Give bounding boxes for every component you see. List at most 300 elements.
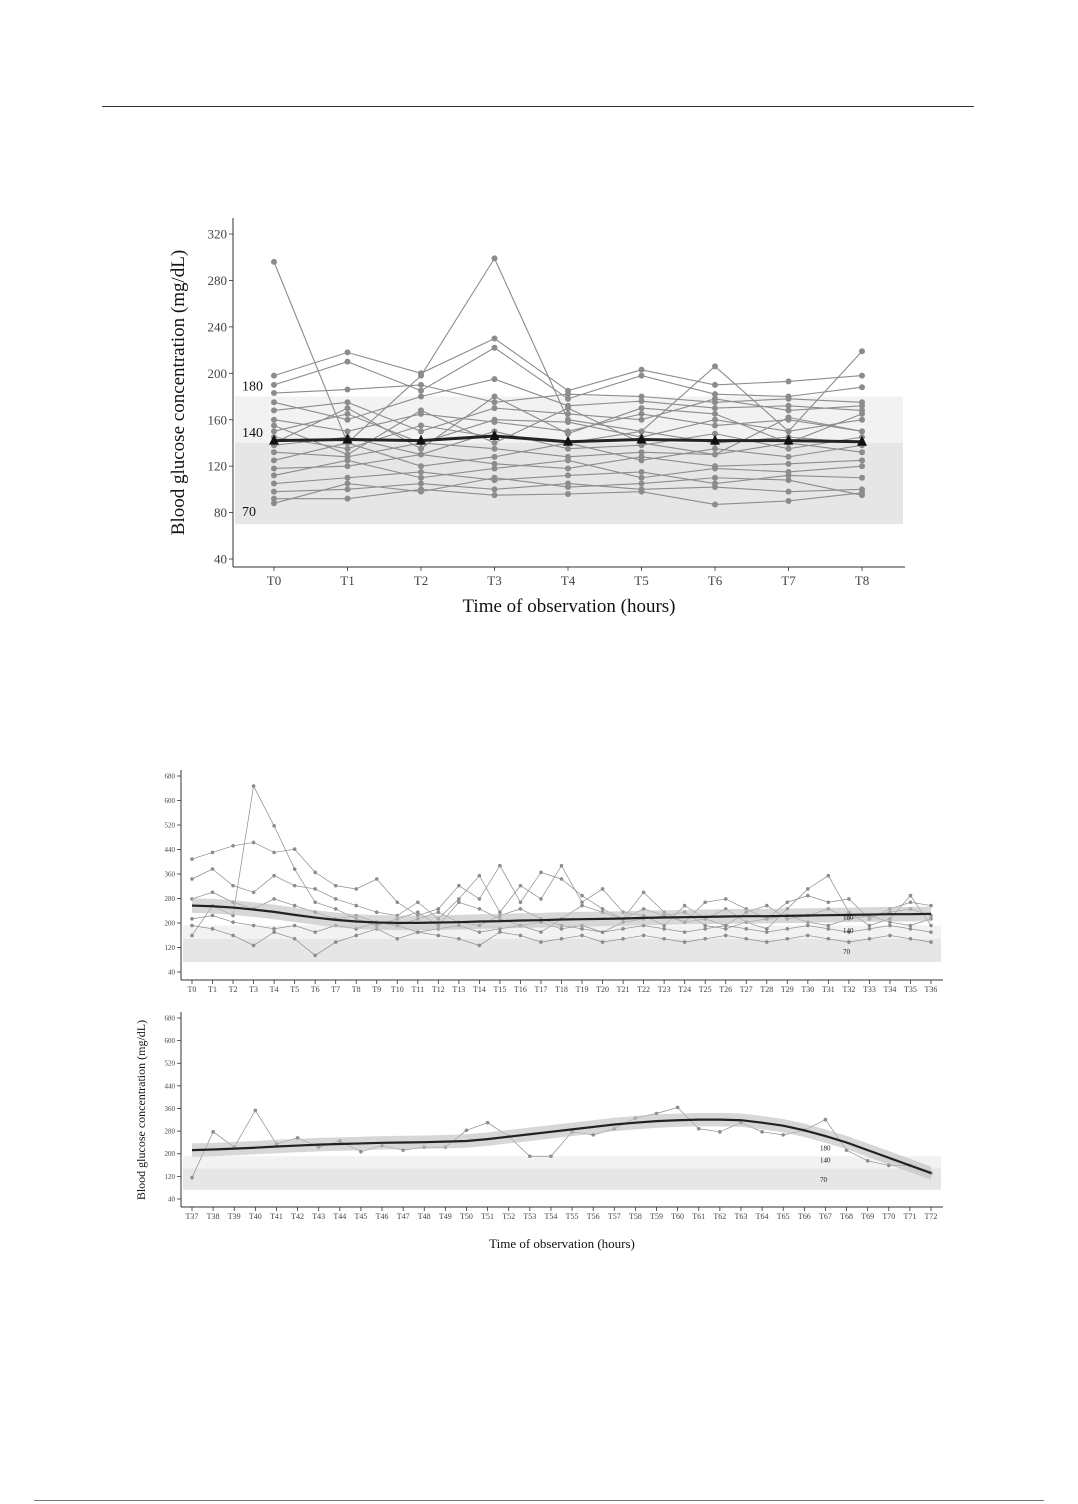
series-2-point <box>190 857 194 861</box>
series-6-point <box>560 937 564 941</box>
x-tick-label: T68 <box>840 1212 853 1221</box>
x-tick-label: T22 <box>637 985 651 994</box>
series-18-point <box>786 477 792 483</box>
series-4-point <box>827 924 831 928</box>
x-tick-label: T60 <box>671 1212 685 1221</box>
series-3-point <box>252 890 256 894</box>
reference-label-180: 180 <box>242 379 263 395</box>
x-tick-label: T54 <box>544 1212 558 1221</box>
series-9-point <box>418 423 424 429</box>
series-3-point <box>806 887 810 891</box>
series-11-point <box>859 449 865 455</box>
chart-3 <box>134 1012 943 1251</box>
x-tick-label: T50 <box>460 1212 473 1221</box>
x-tick-label: T30 <box>801 985 815 994</box>
series-18-point <box>565 484 571 490</box>
series-1-point <box>866 1159 870 1163</box>
series-2-point <box>847 897 851 901</box>
series-5-point <box>492 376 498 382</box>
series-2-point <box>231 844 235 848</box>
x-tick-label: T56 <box>586 1212 600 1221</box>
series-6-point <box>765 940 769 944</box>
series-3-point <box>929 924 933 928</box>
series-2-point <box>498 864 502 868</box>
x-tick-label: T6 <box>707 573 723 588</box>
series-2-point <box>272 851 276 855</box>
x-axis-title: Time of observation (hours) <box>489 1236 635 1251</box>
series-4-point <box>293 904 297 908</box>
x-tick-label: T34 <box>883 985 897 994</box>
series-19-point <box>418 407 424 413</box>
x-tick-label: T0 <box>266 573 282 588</box>
series-5-point <box>345 417 351 423</box>
series-3-point <box>293 884 297 888</box>
x-tick-label: T35 <box>904 985 917 994</box>
series-3-point <box>498 910 502 914</box>
series-6-point <box>416 930 420 934</box>
series-1-point <box>859 348 865 354</box>
series-5-point <box>662 927 666 931</box>
series-16-point <box>345 486 351 492</box>
x-tick-label: T62 <box>713 1212 727 1221</box>
series-6-point <box>786 937 790 941</box>
reference-label-140: 140 <box>820 1156 831 1165</box>
series-4-point <box>724 927 728 931</box>
x-tick-label: T64 <box>755 1212 769 1221</box>
series-3-point <box>478 874 482 878</box>
series-6-point <box>498 930 502 934</box>
series-2-point <box>601 907 605 911</box>
series-12-point <box>492 454 498 460</box>
y-tick-label: 40 <box>168 1195 175 1204</box>
series-5-point <box>929 930 933 934</box>
series-6-point <box>642 934 646 938</box>
x-tick-label: T42 <box>291 1212 305 1221</box>
series-8-point <box>712 417 718 423</box>
series-2-point <box>724 897 728 901</box>
series-5-point <box>786 927 790 931</box>
series-6-point <box>703 937 707 941</box>
series-6-point <box>313 954 317 958</box>
series-3-point <box>827 874 831 878</box>
y-axis-title: Blood glucose concentration (mg/dL) <box>134 1019 148 1201</box>
y-tick-label: 680 <box>164 1014 175 1023</box>
series-2-point <box>478 897 482 901</box>
series-8-point <box>345 411 351 417</box>
series-6-point <box>231 934 235 938</box>
series-1-point <box>718 1130 722 1134</box>
series-3-point <box>271 382 277 388</box>
series-6-point <box>847 940 851 944</box>
x-tick-label: T25 <box>698 985 712 994</box>
series-6-point <box>621 937 625 941</box>
x-tick-label: T29 <box>780 985 794 994</box>
series-6-point <box>539 940 543 944</box>
series-20-point <box>712 411 718 417</box>
series-5-point <box>418 394 424 400</box>
series-3-point <box>765 927 769 931</box>
y-tick-label: 600 <box>164 796 175 805</box>
series-3-point <box>639 373 645 379</box>
x-tick-label: T21 <box>616 985 630 994</box>
series-16-point <box>786 489 792 495</box>
y-tick-label: 280 <box>164 1127 175 1136</box>
series-3-point <box>909 894 913 898</box>
series-6-point <box>929 940 933 944</box>
x-tick-label: T9 <box>372 985 382 994</box>
x-tick-label: T23 <box>657 985 671 994</box>
series-3-point <box>272 874 276 878</box>
series-4-point <box>786 396 792 402</box>
series-1-point <box>539 930 543 934</box>
series-19-point <box>271 423 277 429</box>
series-6-point <box>252 944 256 948</box>
series-4-point <box>272 897 276 901</box>
x-tick-label: T12 <box>431 985 445 994</box>
series-8-point <box>492 417 498 423</box>
series-5-point <box>252 924 256 928</box>
series-1-point <box>781 1133 785 1137</box>
x-tick-label: T61 <box>692 1212 706 1221</box>
series-12-point <box>786 454 792 460</box>
series-3-point <box>683 904 687 908</box>
series-15-point <box>271 481 277 487</box>
series-17-point <box>565 491 571 497</box>
series-5-point <box>827 927 831 931</box>
series-18-point <box>712 475 718 481</box>
x-tick-label: T41 <box>270 1212 283 1221</box>
series-13-point <box>859 457 865 463</box>
series-19-point <box>859 428 865 434</box>
y-tick-label: 280 <box>207 272 227 288</box>
series-6-point <box>418 428 424 434</box>
x-axis-title: Time of observation (hours) <box>462 596 676 617</box>
series-1-point <box>334 907 338 911</box>
series-4-point <box>703 924 707 928</box>
series-6-point <box>601 940 605 944</box>
x-tick-label: T39 <box>227 1212 241 1221</box>
series-14-point <box>418 475 424 481</box>
series-11-point <box>271 449 277 455</box>
x-tick-label: T14 <box>472 985 486 994</box>
series-2-point <box>293 847 297 851</box>
series-18-point <box>639 481 645 487</box>
series-2-point <box>580 894 584 898</box>
series-19-point <box>345 452 351 458</box>
y-tick-label: 120 <box>164 1172 175 1181</box>
series-14-point <box>859 463 865 469</box>
series-4-point <box>437 910 441 914</box>
series-9-point <box>639 428 645 434</box>
series-6-point <box>744 937 748 941</box>
series-2-point <box>437 907 441 911</box>
series-3-point <box>313 887 317 891</box>
series-7-point <box>345 428 351 434</box>
x-tick-label: T28 <box>760 985 774 994</box>
x-tick-label: T52 <box>502 1212 516 1221</box>
y-tick-label: 160 <box>207 412 227 428</box>
series-2-point <box>395 900 399 904</box>
y-tick-label: 320 <box>207 226 227 242</box>
x-tick-label: T59 <box>650 1212 663 1221</box>
series-5-point <box>703 927 707 931</box>
series-6-point <box>272 930 276 934</box>
series-5-point <box>211 914 215 918</box>
series-6-point <box>724 934 728 938</box>
series-18-point <box>859 492 865 498</box>
x-tick-label: T27 <box>739 985 753 994</box>
series-16-point <box>712 484 718 490</box>
series-1-point <box>457 900 461 904</box>
reference-label-140: 140 <box>242 425 263 441</box>
x-tick-label: T67 <box>818 1212 832 1221</box>
series-1-point <box>190 934 194 938</box>
x-tick-label: T19 <box>575 985 589 994</box>
series-5-point <box>271 399 277 405</box>
series-5-point <box>712 405 718 411</box>
series-3-point <box>868 924 872 928</box>
x-tick-label: T16 <box>513 985 527 994</box>
series-5-point <box>806 924 810 928</box>
series-1-point <box>528 1154 532 1158</box>
series-7-point <box>271 417 277 423</box>
reference-label-180: 180 <box>820 1144 831 1153</box>
series-17-point <box>345 496 351 502</box>
series-12-point <box>712 446 718 452</box>
x-tick-label: T53 <box>523 1212 537 1221</box>
series-1-point <box>272 824 276 828</box>
y-tick-label: 280 <box>164 894 175 903</box>
x-tick-label: T3 <box>487 573 502 588</box>
x-tick-label: T11 <box>411 985 425 994</box>
x-tick-label: T6 <box>310 985 320 994</box>
series-3-point <box>560 864 564 868</box>
series-5-point <box>231 920 235 924</box>
series-6-point <box>190 924 194 928</box>
x-tick-label: T2 <box>413 573 429 588</box>
confidence-ribbon <box>192 898 931 930</box>
series-2-point <box>211 851 215 855</box>
x-tick-label: T8 <box>351 985 361 994</box>
x-tick-label: T15 <box>493 985 507 994</box>
series-3-point <box>345 359 351 365</box>
series-4-point <box>211 890 215 894</box>
x-tick-label: T66 <box>797 1212 811 1221</box>
x-tick-label: T47 <box>396 1212 410 1221</box>
series-1-point <box>478 907 482 911</box>
y-axis-title: Blood glucose concentration (mg/dL) <box>168 249 189 536</box>
series-6-point <box>437 934 441 938</box>
series-4-point <box>565 391 571 397</box>
series-2-point <box>418 370 424 376</box>
series-4-point <box>492 399 498 405</box>
x-tick-label: T38 <box>206 1212 220 1221</box>
series-1-point <box>549 1154 553 1158</box>
x-tick-label: T4 <box>560 573 576 588</box>
reference-label-70: 70 <box>843 948 850 957</box>
series-2-point <box>827 900 831 904</box>
series-3-point <box>231 884 235 888</box>
y-tick-label: 40 <box>214 551 227 567</box>
x-tick-label: T45 <box>354 1212 368 1221</box>
x-tick-label: T58 <box>628 1212 642 1221</box>
series-5-point <box>293 924 297 928</box>
series-6-point <box>565 411 571 417</box>
series-1-point <box>824 1118 828 1122</box>
series-2-point <box>313 871 317 875</box>
lower-reference-band <box>183 939 941 962</box>
series-13-point <box>786 461 792 467</box>
series-3-point <box>334 897 338 901</box>
series-2-point <box>806 894 810 898</box>
series-5-point <box>744 927 748 931</box>
series-17-point <box>639 489 645 495</box>
series-18-point <box>492 475 498 481</box>
series-15-point <box>418 469 424 475</box>
series-5-point <box>601 930 605 934</box>
series-1-point <box>252 784 256 788</box>
x-tick-label: T1 <box>340 573 355 588</box>
x-tick-label: T1 <box>208 985 217 994</box>
series-6-point <box>827 937 831 941</box>
series-2-point <box>703 900 707 904</box>
series-9-point <box>345 446 351 452</box>
series-14-point <box>345 457 351 463</box>
series-1-point <box>465 1128 469 1132</box>
series-2-point <box>786 378 792 384</box>
series-1-point <box>712 363 718 369</box>
series-20-point <box>345 405 351 411</box>
series-6-point <box>909 937 913 941</box>
x-tick-label: T31 <box>821 985 835 994</box>
series-5-point <box>909 927 913 931</box>
x-tick-label: T7 <box>331 985 341 994</box>
series-6-point <box>354 934 358 938</box>
series-4-point <box>909 924 913 928</box>
series-3-point <box>580 900 584 904</box>
series-2-point <box>252 841 256 845</box>
series-11-point <box>492 446 498 452</box>
series-8-point <box>859 417 865 423</box>
series-6-point <box>806 934 810 938</box>
series-15-point <box>639 469 645 475</box>
series-6-point <box>345 399 351 405</box>
series-6-point <box>859 403 865 409</box>
series-4-point <box>345 387 351 393</box>
series-10-point <box>786 446 792 452</box>
series-14-point <box>271 472 277 478</box>
x-tick-label: T43 <box>312 1212 326 1221</box>
x-tick-label: T32 <box>842 985 856 994</box>
series-6-point <box>211 927 215 931</box>
series-6-point <box>395 937 399 941</box>
y-tick-label: 360 <box>164 870 175 879</box>
series-20-point <box>859 411 865 417</box>
series-2-point <box>786 900 790 904</box>
x-tick-label: T48 <box>417 1212 431 1221</box>
series-6-point <box>888 934 892 938</box>
y-tick-label: 440 <box>164 1082 175 1091</box>
series-8-point <box>271 428 277 434</box>
x-tick-label: T69 <box>861 1212 875 1221</box>
series-2-point <box>539 871 543 875</box>
series-1-point <box>271 259 277 265</box>
series-2-point <box>354 887 358 891</box>
series-7-point <box>639 411 645 417</box>
series-13-point <box>271 465 277 471</box>
y-tick-label: 200 <box>164 1150 175 1159</box>
x-tick-label: T18 <box>555 985 568 994</box>
series-1-point <box>642 907 646 911</box>
y-tick-label: 680 <box>164 772 175 781</box>
x-tick-label: T2 <box>228 985 238 994</box>
reference-label-180: 180 <box>843 913 854 922</box>
series-2-point <box>712 382 718 388</box>
series-13-point <box>418 452 424 458</box>
series-1-point <box>676 1106 680 1110</box>
series-1-point <box>486 1121 490 1125</box>
series-13-point <box>565 465 571 471</box>
y-tick-label: 360 <box>164 1104 175 1113</box>
series-5-point <box>272 927 276 931</box>
series-3-point <box>211 867 215 871</box>
x-tick-label: T5 <box>290 985 300 994</box>
y-tick-label: 520 <box>164 1059 175 1068</box>
series-19-point <box>786 414 792 420</box>
x-tick-label: T63 <box>734 1212 748 1221</box>
series-1-point <box>765 904 769 908</box>
series-1-point <box>697 1127 701 1131</box>
series-5-point <box>621 927 625 931</box>
x-tick-label: T71 <box>903 1212 917 1221</box>
series-13-point <box>639 454 645 460</box>
series-1-point <box>359 1150 363 1154</box>
x-tick-label: T40 <box>248 1212 262 1221</box>
series-20-point <box>639 405 645 411</box>
x-tick-label: T5 <box>634 573 649 588</box>
series-5-point <box>888 924 892 928</box>
series-1-point <box>760 1130 764 1134</box>
x-tick-label: T17 <box>534 985 548 994</box>
series-19-point <box>565 405 571 411</box>
series-4-point <box>580 927 584 931</box>
series-2-point <box>375 877 379 881</box>
series-13-point <box>345 463 351 469</box>
series-6-point <box>478 944 482 948</box>
series-2-point <box>909 900 913 904</box>
x-tick-label: T51 <box>481 1212 495 1221</box>
series-14-point <box>492 465 498 471</box>
series-14-point <box>565 457 571 463</box>
series-18-point <box>418 489 424 495</box>
y-tick-label: 600 <box>164 1037 175 1046</box>
series-4-point <box>271 390 277 396</box>
series-12-point <box>418 463 424 469</box>
series-6-point <box>868 937 872 941</box>
series-3-point <box>190 877 194 881</box>
y-tick-label: 120 <box>207 458 227 474</box>
reference-label-70: 70 <box>242 505 256 521</box>
series-4-point <box>418 382 424 388</box>
series-5-point <box>639 398 645 404</box>
series-1-point <box>293 867 297 871</box>
x-tick-label: T44 <box>333 1212 347 1221</box>
series-2-point <box>859 373 865 379</box>
series-12-point <box>271 457 277 463</box>
x-tick-label: T57 <box>607 1212 621 1221</box>
series-3-point <box>418 388 424 394</box>
series-18-point <box>345 481 351 487</box>
